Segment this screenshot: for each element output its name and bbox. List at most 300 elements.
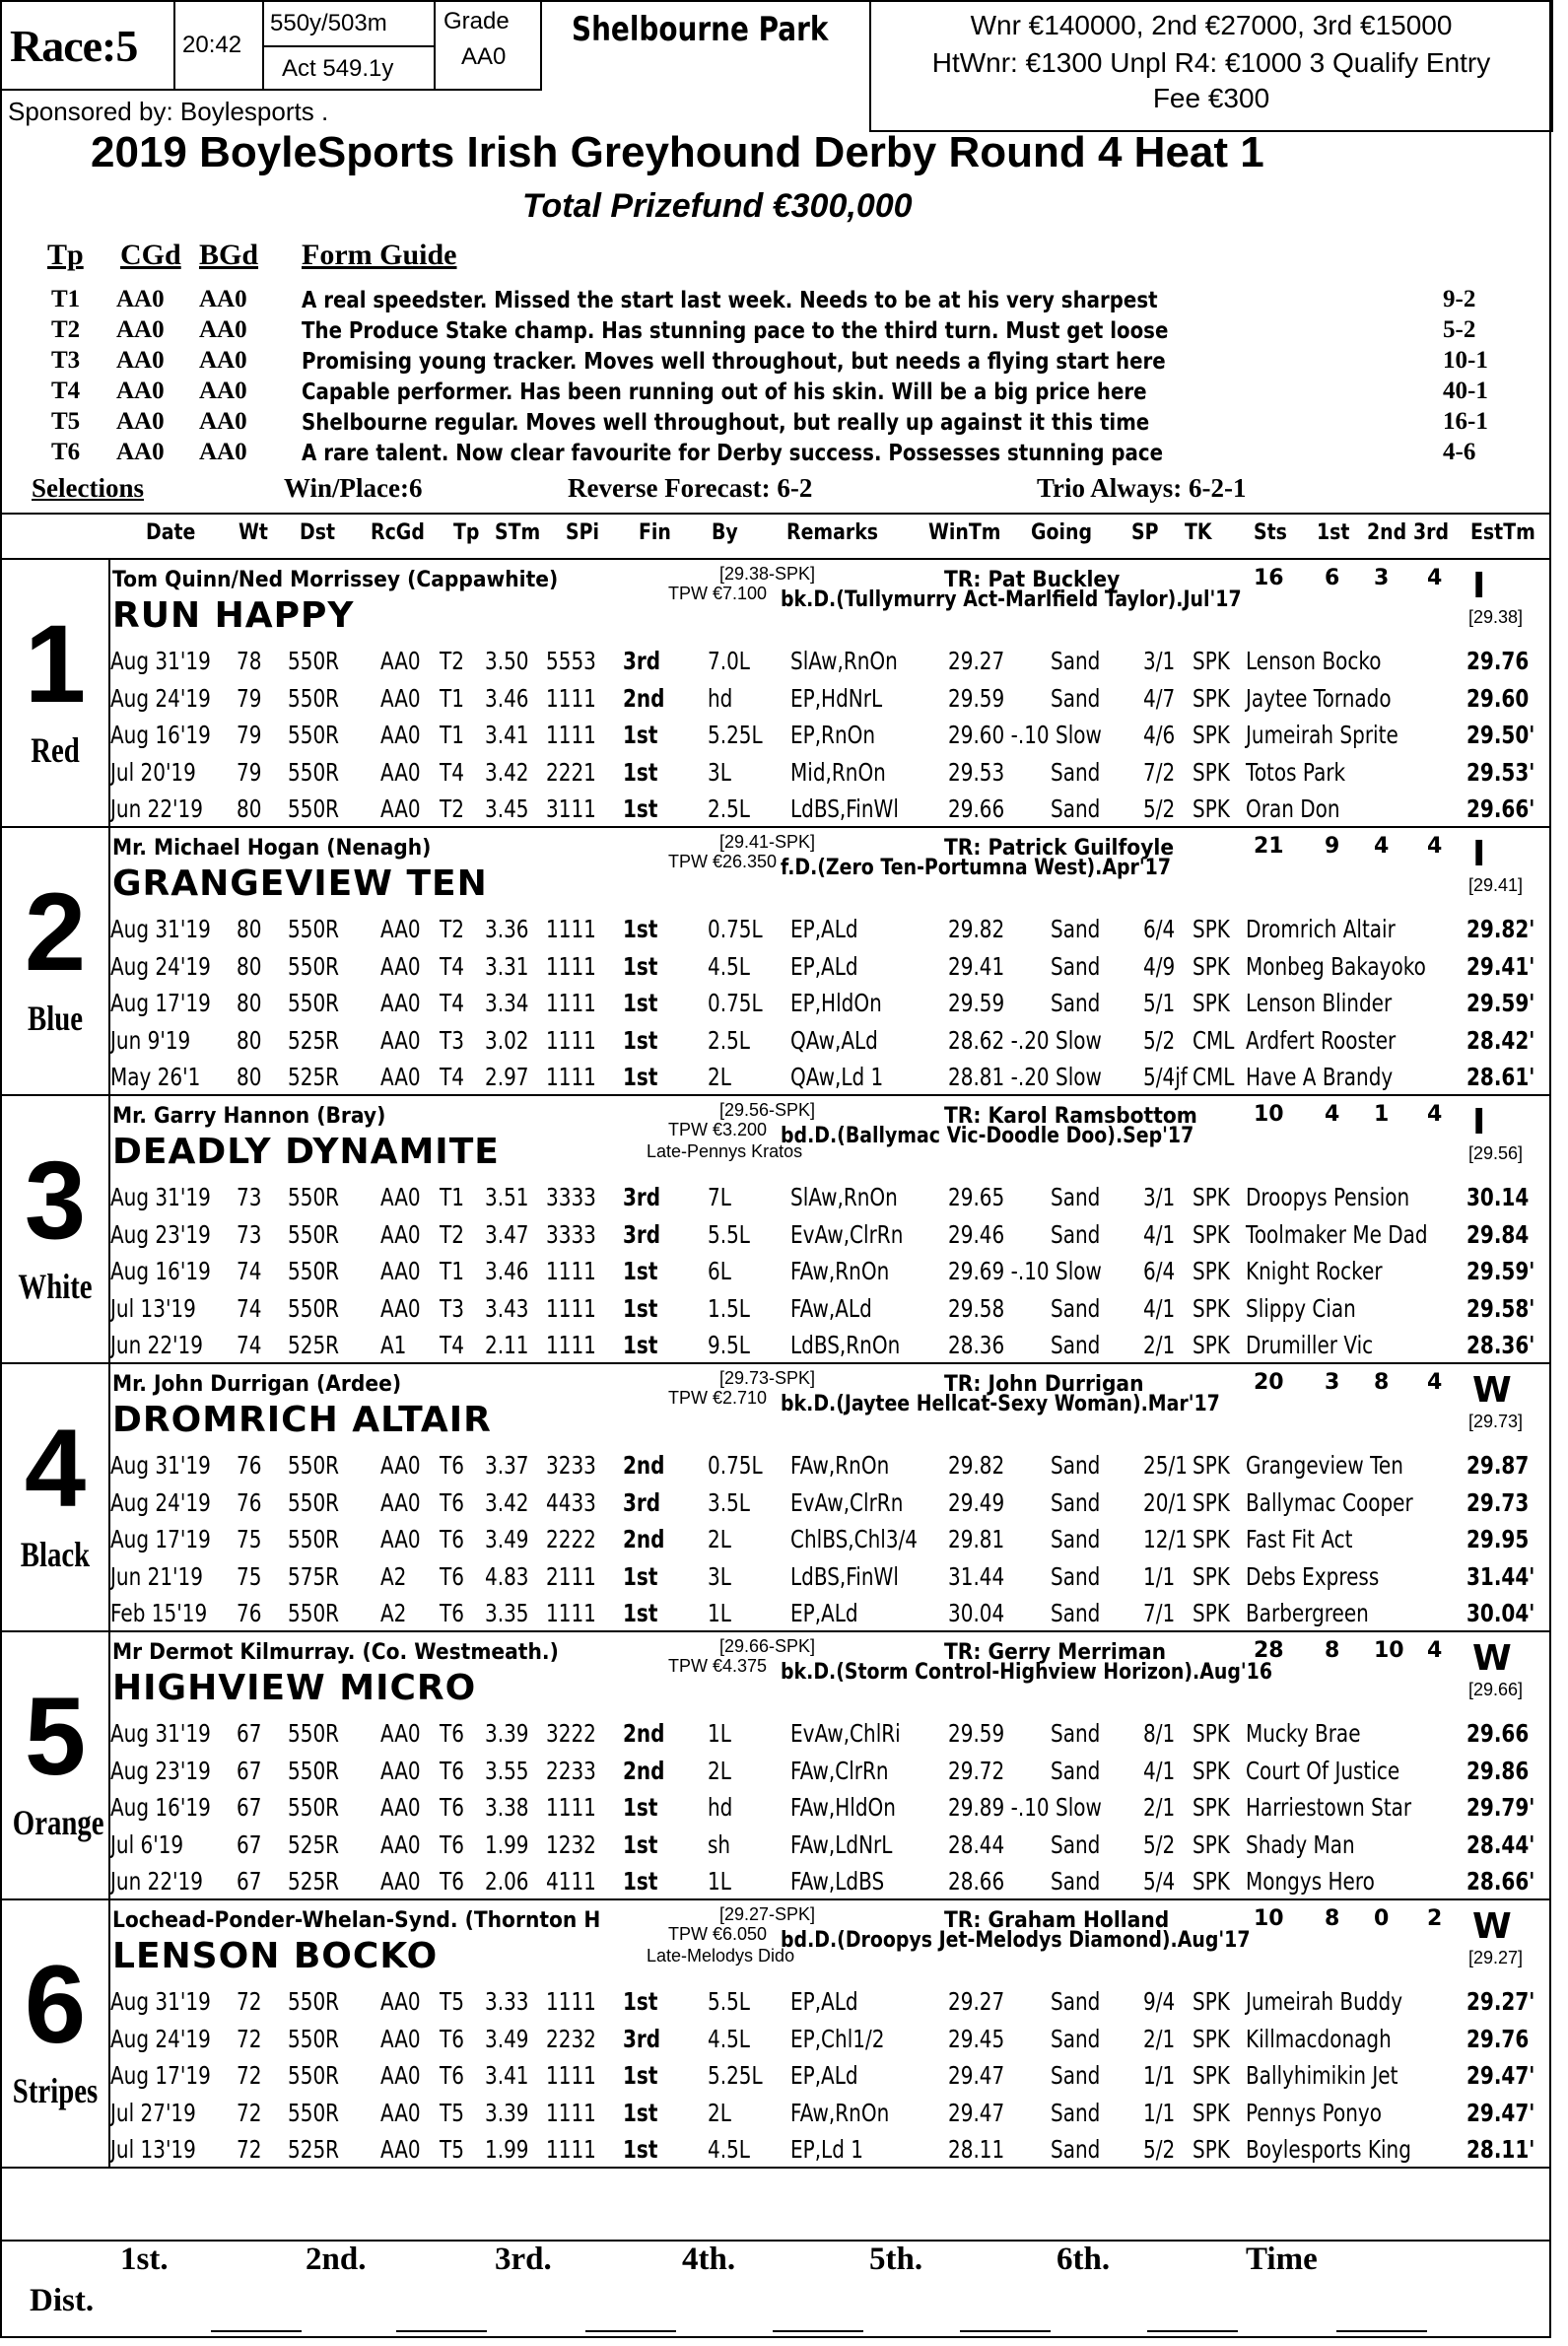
run-remarks: SlAw,RnOn <box>790 1183 898 1211</box>
run-remarks: EP,ALd <box>790 1599 858 1627</box>
est-time: [29.56] <box>1468 1143 1524 1163</box>
run-spi: 5553 <box>546 647 596 675</box>
run-date: Jul 20'19 <box>110 757 196 787</box>
run-dst: 550R <box>288 1219 340 1249</box>
run-sp: 7/2 <box>1143 757 1176 787</box>
run-comment: Oran Don <box>1246 794 1340 823</box>
run-tk: SPK <box>1193 1829 1230 1859</box>
seconds: 3 <box>1374 566 1390 590</box>
run-stm: 3.49 <box>485 1525 529 1553</box>
dist-label: Dist. <box>30 2283 95 2318</box>
run-by: 5.25L <box>708 2061 763 2090</box>
run-wintm: 29.59 <box>948 989 1005 1017</box>
est-time: [29.41] <box>1468 875 1524 895</box>
run-going: Sand <box>1051 1867 1101 1896</box>
column-header-cell: TK <box>1185 520 1212 545</box>
wins: 8 <box>1325 1638 1340 1663</box>
run-rcgd: AA0 <box>380 1756 421 1785</box>
run-wintm: 29.59 <box>948 1719 1005 1748</box>
run-stm: 3.02 <box>485 1025 529 1055</box>
column-header-cell: STm <box>495 520 541 545</box>
run-sp: 5/4 <box>1143 1867 1176 1896</box>
run-dst: 550R <box>288 683 340 713</box>
run-remarks: FAw,ClrRn <box>790 1756 889 1785</box>
thirds: 4 <box>1427 834 1443 859</box>
run-esttm: 29.59' <box>1466 989 1535 1017</box>
form-guide-trap: T2 <box>51 316 81 343</box>
run-comment: Totos Park <box>1246 757 1346 787</box>
dist-blank <box>773 2330 863 2332</box>
form-guide-bgd: AA0 <box>199 286 247 312</box>
run-going: Sand <box>1051 2061 1101 2090</box>
run-comment: Harriestown Star <box>1246 1793 1412 1822</box>
run-dst: 550R <box>288 1293 340 1323</box>
run-tp: T4 <box>440 1063 464 1091</box>
form-guide-cgd: AA0 <box>116 286 165 312</box>
run-sp: 5/1 <box>1143 989 1176 1017</box>
run-by: 1L <box>708 1599 731 1627</box>
run-tp: T2 <box>440 794 464 823</box>
run-spi: 1111 <box>546 1331 596 1359</box>
trainer: TR: Graham Holland <box>944 1908 1170 1933</box>
run-stm: 3.39 <box>485 2098 529 2127</box>
run-rcgd: AA0 <box>380 1063 421 1091</box>
run-going: Sand <box>1051 915 1101 943</box>
run-by: hd <box>708 1793 733 1822</box>
grade-tag: I <box>1472 1102 1486 1142</box>
actual-distance-box <box>262 45 436 91</box>
run-esttm: 29.47' <box>1466 2098 1535 2127</box>
est-time: [29.27] <box>1468 1948 1524 1967</box>
run-by: 0.75L <box>708 915 763 943</box>
run-spi: 1111 <box>546 1025 596 1055</box>
run-sp: 2/1 <box>1143 1793 1176 1822</box>
best-time: [29.38-SPK] <box>719 564 816 584</box>
actual-distance: Act 549.1y <box>282 55 394 82</box>
race-grade: AA0 <box>461 43 507 70</box>
run-date: Jun 21'19 <box>110 1561 204 1591</box>
run-tp: T4 <box>440 1331 464 1359</box>
run-stm: 1.99 <box>485 2135 529 2164</box>
run-fin: 2nd <box>623 1756 665 1785</box>
run-esttm: 30.04' <box>1466 1599 1535 1627</box>
run-dst: 550R <box>288 1756 340 1785</box>
run-going: Sand <box>1051 1525 1101 1553</box>
run-spi: 2222 <box>546 1525 596 1553</box>
run-wintm: 29.66 <box>948 794 1005 823</box>
run-date: Jun 22'19 <box>110 794 204 823</box>
owner: Mr. John Durrigan (Ardee) <box>112 1372 402 1397</box>
run-wt: 67 <box>237 1756 262 1785</box>
run-by: 4.5L <box>708 2024 750 2053</box>
run-comment: Barbergreen <box>1246 1599 1369 1627</box>
run-wintm: 31.44 <box>948 1561 1005 1591</box>
run-tp: T6 <box>440 1867 464 1896</box>
run-fin: 1st <box>623 2135 658 2164</box>
run-wt: 67 <box>237 1719 262 1748</box>
run-tk: SPK <box>1193 1487 1230 1517</box>
run-dst: 525R <box>288 2135 340 2164</box>
run-wt: 80 <box>237 1063 262 1091</box>
run-spi: 1111 <box>546 951 596 981</box>
run-rcgd: AA0 <box>380 1793 421 1822</box>
dist-blank <box>1147 2330 1238 2332</box>
run-remarks: Mid,RnOn <box>790 757 886 787</box>
race-title: 2019 BoyleSports Irish Greyhound Derby Round 4 Heat 1 <box>91 128 1264 176</box>
run-by: 4.5L <box>708 2135 750 2164</box>
run-rcgd: A2 <box>380 1561 407 1591</box>
run-stm: 3.38 <box>485 1793 529 1822</box>
race-time: 20:42 <box>182 32 242 58</box>
run-by: 7.0L <box>708 647 750 675</box>
run-tp: T6 <box>440 2024 464 2053</box>
trap-colour: Blue <box>27 999 83 1038</box>
run-tk: SPK <box>1193 1987 1230 2016</box>
run-rcgd: AA0 <box>380 2024 421 2053</box>
run-wintm: 29.72 <box>948 1756 1005 1785</box>
run-spi: 1111 <box>546 2061 596 2090</box>
run-tp: T1 <box>440 721 464 749</box>
run-tp: T2 <box>440 1219 464 1249</box>
run-by: 3L <box>708 757 731 787</box>
run-tk: SPK <box>1193 757 1230 787</box>
run-wt: 72 <box>237 2024 262 2053</box>
run-esttm: 29.82' <box>1466 915 1535 943</box>
run-comment: Slippy Cian <box>1246 1293 1356 1323</box>
run-tp: T5 <box>440 2135 464 2164</box>
run-tp: T4 <box>440 757 464 787</box>
place-label: 3rd. <box>495 2242 552 2277</box>
run-comment: Debs Express <box>1246 1561 1380 1591</box>
run-esttm: 29.50' <box>1466 721 1535 749</box>
breeding: f.D.(Zero Ten-Portumna West).Apr'17 <box>781 856 1171 880</box>
run-date: Jul 13'19 <box>110 2135 196 2164</box>
run-date: Aug 31'19 <box>110 1987 211 2016</box>
run-tp: T6 <box>440 2061 464 2090</box>
run-tk: SPK <box>1193 794 1230 823</box>
dog-name: LENSON BOCKO <box>112 1936 439 1976</box>
run-spi: 1111 <box>546 2135 596 2164</box>
run-tk: SPK <box>1193 1867 1230 1896</box>
seconds: 10 <box>1374 1638 1404 1663</box>
run-dst: 525R <box>288 1331 340 1359</box>
trap-colour: White <box>18 1267 93 1306</box>
run-wt: 73 <box>237 1183 262 1211</box>
run-esttm: 29.73 <box>1466 1487 1530 1517</box>
form-guide-tp-header: Tp <box>47 239 84 271</box>
tpw: TPW €7.100 <box>668 584 768 603</box>
run-stm: 3.46 <box>485 683 529 713</box>
run-stm: 3.51 <box>485 1183 529 1211</box>
run-wt: 76 <box>237 1451 262 1480</box>
breeding: bk.D.(Storm Control-Highview Horizon).Aug'16 <box>781 1660 1273 1685</box>
run-wt: 74 <box>237 1331 262 1359</box>
prize-line-2: HtWnr: €1300 Unpl R4: €1000 3 Qualify Entry <box>931 47 1491 78</box>
run-stm: 3.42 <box>485 1487 529 1517</box>
run-going: Sand <box>1051 794 1101 823</box>
run-date: Aug 31'19 <box>110 915 211 943</box>
starts: 10 <box>1254 1906 1284 1931</box>
run-esttm: 29.53' <box>1466 757 1535 787</box>
run-rcgd: AA0 <box>380 1219 421 1249</box>
run-rcgd: AA0 <box>380 794 421 823</box>
est-time: [29.73] <box>1468 1412 1524 1431</box>
run-tp: T6 <box>440 1829 464 1859</box>
run-esttm: 29.47' <box>1466 2061 1535 2090</box>
run-sp: 20/1 <box>1143 1487 1188 1517</box>
run-tk: SPK <box>1193 2061 1230 2090</box>
run-fin: 1st <box>623 915 658 943</box>
run-spi: 2232 <box>546 2024 596 2053</box>
run-wt: 72 <box>237 2098 262 2127</box>
run-esttm: 29.66' <box>1466 794 1535 823</box>
column-header-cell: Fin <box>639 520 671 545</box>
column-header-cell: By <box>712 520 738 545</box>
run-tk: SPK <box>1193 1719 1230 1748</box>
run-tp: T1 <box>440 683 464 713</box>
dog-name: GRANGEVIEW TEN <box>112 863 488 904</box>
column-header-cell: Dst <box>300 520 336 545</box>
run-comment: Boylesports King <box>1246 2135 1411 2164</box>
run-tp: T6 <box>440 1451 464 1480</box>
form-guide-bgd: AA0 <box>199 347 247 374</box>
run-dst: 550R <box>288 1487 340 1517</box>
run-tk: SPK <box>1193 1293 1230 1323</box>
run-fin: 1st <box>623 1599 658 1627</box>
run-date: Aug 23'19 <box>110 1756 211 1785</box>
run-by: 2.5L <box>708 794 750 823</box>
run-spi: 4433 <box>546 1487 596 1517</box>
run-esttm: 29.58' <box>1466 1293 1535 1323</box>
wins: 9 <box>1325 834 1340 859</box>
run-dst: 550R <box>288 1793 340 1822</box>
run-rcgd: AA0 <box>380 915 421 943</box>
run-esttm: 29.86 <box>1466 1756 1530 1785</box>
run-comment: Mucky Brae <box>1246 1719 1361 1748</box>
run-wintm: 29.45 <box>948 2024 1005 2053</box>
run-sp: 4/1 <box>1143 1293 1176 1323</box>
prizefund: Total Prizefund €300,000 <box>522 187 913 225</box>
run-fin: 1st <box>623 757 658 787</box>
column-header-cell: SPi <box>566 520 599 545</box>
run-spi: 3333 <box>546 1183 596 1211</box>
place-label: 6th. <box>1057 2242 1111 2277</box>
breeding: bd.D.(Droopys Jet-Melodys Diamond).Aug'17 <box>781 1928 1251 1953</box>
run-going: Sand <box>1051 1987 1101 2016</box>
run-dst: 550R <box>288 647 340 675</box>
run-esttm: 28.36' <box>1466 1331 1535 1359</box>
run-sp: 1/1 <box>1143 2098 1176 2127</box>
best-time: [29.66-SPK] <box>719 1636 816 1656</box>
seconds: 8 <box>1374 1370 1390 1395</box>
run-date: Jul 27'19 <box>110 2098 196 2127</box>
run-fin: 2nd <box>623 1525 665 1553</box>
form-guide-bgd-header: BGd <box>199 239 259 271</box>
run-esttm: 28.66' <box>1466 1867 1535 1896</box>
form-guide-odds: 10-1 <box>1443 347 1488 374</box>
run-esttm: 29.76 <box>1466 2024 1530 2053</box>
run-fin: 1st <box>623 1867 658 1896</box>
run-fin: 1st <box>623 1257 658 1285</box>
run-spi: 2233 <box>546 1756 596 1785</box>
run-comment: Jaytee Tornado <box>1246 683 1392 713</box>
form-guide-trap: T6 <box>51 439 81 465</box>
breeding: bk.D.(Jaytee Hellcat-Sexy Woman).Mar'17 <box>781 1392 1220 1416</box>
prize-box <box>869 0 1553 132</box>
trap-number: 6 <box>24 1943 87 2066</box>
form-guide-odds: 4-6 <box>1443 439 1476 465</box>
run-date: Aug 16'19 <box>110 1257 211 1285</box>
run-tp: T6 <box>440 1599 464 1627</box>
run-comment: Mongys Hero <box>1246 1867 1375 1896</box>
run-sp: 7/1 <box>1143 1599 1176 1627</box>
run-by: 1L <box>708 1719 731 1748</box>
run-fin: 3rd <box>623 647 661 675</box>
run-date: Feb 15'19 <box>110 1599 208 1627</box>
run-wt: 72 <box>237 2135 262 2164</box>
form-guide-comment: A real speedster. Missed the start last week. Needs to be at his very sharpest <box>302 288 1158 313</box>
grade-tag: W <box>1472 1638 1512 1679</box>
run-wt: 74 <box>237 1293 262 1323</box>
run-going: Sand <box>1051 1719 1101 1748</box>
run-by: sh <box>708 1829 731 1859</box>
run-wintm: 29.60 -.10 Slow <box>948 721 1102 749</box>
form-guide-trap: T5 <box>51 408 81 435</box>
run-stm: 2.11 <box>485 1331 529 1359</box>
owner: Mr. Michael Hogan (Nenagh) <box>112 836 432 861</box>
run-stm: 3.33 <box>485 1987 529 2016</box>
run-tp: T1 <box>440 1257 464 1285</box>
form-guide-header: Form Guide <box>302 239 457 271</box>
win-place: Win/Place:6 <box>284 473 423 503</box>
run-wt: 67 <box>237 1793 262 1822</box>
run-wintm: 29.27 <box>948 1987 1005 2016</box>
run-comment: Shady Man <box>1246 1829 1355 1859</box>
run-remarks: QAw,Ld 1 <box>790 1063 884 1091</box>
form-guide-odds: 5-2 <box>1443 316 1476 343</box>
prize-line-1: Wnr €140000, 2nd €27000, 3rd €15000 <box>970 10 1453 40</box>
run-stm: 2.06 <box>485 1867 529 1896</box>
run-dst: 550R <box>288 794 340 823</box>
run-sp: 9/4 <box>1143 1987 1176 2016</box>
owner: Mr Dermot Kilmurray. (Co. Westmeath.) <box>112 1640 559 1665</box>
run-wintm: 29.82 <box>948 915 1005 943</box>
run-wt: 75 <box>237 1561 262 1591</box>
run-remarks: LdBS,FinWl <box>790 794 899 823</box>
run-tp: T3 <box>440 1293 464 1323</box>
run-wt: 75 <box>237 1525 262 1553</box>
dist-blank <box>1336 2330 1427 2332</box>
run-rcgd: AA0 <box>380 757 421 787</box>
run-going: Sand <box>1051 757 1101 787</box>
tpw: TPW €2.710 <box>668 1388 768 1408</box>
run-spi: 1111 <box>546 989 596 1017</box>
run-by: 3.5L <box>708 1487 750 1517</box>
run-date: Aug 17'19 <box>110 989 211 1017</box>
dog-name: RUN HAPPY <box>112 595 355 636</box>
form-guide-bgd: AA0 <box>199 439 247 465</box>
run-by: 2.5L <box>708 1025 750 1055</box>
run-esttm: 29.60 <box>1466 683 1530 713</box>
form-guide-comment: A rare talent. Now clear favourite for Derby success. Possesses stunning pace <box>302 441 1164 466</box>
run-esttm: 29.27' <box>1466 1987 1535 2016</box>
trap-number: 1 <box>24 602 87 725</box>
run-remarks: EP,HldOn <box>790 989 882 1017</box>
trainer: TR: Gerry Merriman <box>944 1640 1167 1665</box>
run-remarks: EP,Chl1/2 <box>790 2024 885 2053</box>
run-wt: 76 <box>237 1487 262 1517</box>
grade-tag: I <box>1472 566 1486 606</box>
divider <box>2 513 1549 515</box>
run-rcgd: AA0 <box>380 647 421 675</box>
run-stm: 3.50 <box>485 647 529 675</box>
dog-name: DEADLY DYNAMITE <box>112 1132 500 1172</box>
run-going: Sand <box>1051 989 1101 1017</box>
owner: Tom Quinn/Ned Morrissey (Cappawhite) <box>112 568 559 592</box>
run-tk: SPK <box>1193 989 1230 1017</box>
run-esttm: 30.14 <box>1466 1183 1530 1211</box>
form-guide-bgd: AA0 <box>199 316 247 343</box>
run-date: Aug 24'19 <box>110 951 211 981</box>
column-header-cell: 3rd <box>1413 520 1450 545</box>
place-label: 1st. <box>120 2242 169 2277</box>
run-going: Sand <box>1051 683 1101 713</box>
run-comment: Pennys Ponyo <box>1246 2098 1382 2127</box>
run-tp: T6 <box>440 1756 464 1785</box>
run-wintm: 28.11 <box>948 2135 1005 2164</box>
run-tp: T6 <box>440 1487 464 1517</box>
best-time: [29.27-SPK] <box>719 1904 816 1924</box>
run-wintm: 29.82 <box>948 1451 1005 1480</box>
run-remarks: ChlBS,Chl3/4 <box>790 1525 919 1553</box>
run-wintm: 29.69 -.10 Slow <box>948 1257 1102 1285</box>
run-fin: 1st <box>623 2061 658 2090</box>
run-stm: 1.99 <box>485 1829 529 1859</box>
run-going: Sand <box>1051 2098 1101 2127</box>
run-wintm: 28.66 <box>948 1867 1005 1896</box>
run-dst: 575R <box>288 1561 340 1591</box>
tpw: TPW €26.350 <box>668 852 778 871</box>
run-going: Sand <box>1051 1219 1101 1249</box>
race-number-box <box>0 0 175 91</box>
run-wt: 80 <box>237 794 262 823</box>
run-wt: 80 <box>237 989 262 1017</box>
run-tk: SPK <box>1193 647 1230 675</box>
column-header-cell: Tp <box>453 520 480 545</box>
run-wintm: 28.44 <box>948 1829 1005 1859</box>
form-guide-trap: T3 <box>51 347 81 374</box>
column-header-cell: Wt <box>239 520 268 545</box>
trap-number: 4 <box>24 1407 87 1530</box>
trainer: TR: Patrick Guilfoyle <box>944 836 1175 861</box>
run-dst: 550R <box>288 989 340 1017</box>
run-wt: 72 <box>237 2061 262 2090</box>
run-sp: 2/1 <box>1143 2024 1176 2053</box>
form-guide-odds: 16-1 <box>1443 408 1488 435</box>
trainer: TR: Pat Buckley <box>944 568 1121 592</box>
run-dst: 550R <box>288 1987 340 2016</box>
run-rcgd: AA0 <box>380 2061 421 2090</box>
thirds: 2 <box>1427 1906 1443 1931</box>
run-tk: SPK <box>1193 2135 1230 2164</box>
form-guide-cgd: AA0 <box>116 439 165 465</box>
run-comment: Jumeirah Buddy <box>1246 1987 1403 2016</box>
run-comment: Monbeg Bakayoko <box>1246 951 1426 981</box>
run-going: Sand <box>1051 951 1101 981</box>
run-date: Jul 6'19 <box>110 1829 184 1859</box>
run-wintm: 29.65 <box>948 1183 1005 1211</box>
run-rcgd: AA0 <box>380 1183 421 1211</box>
